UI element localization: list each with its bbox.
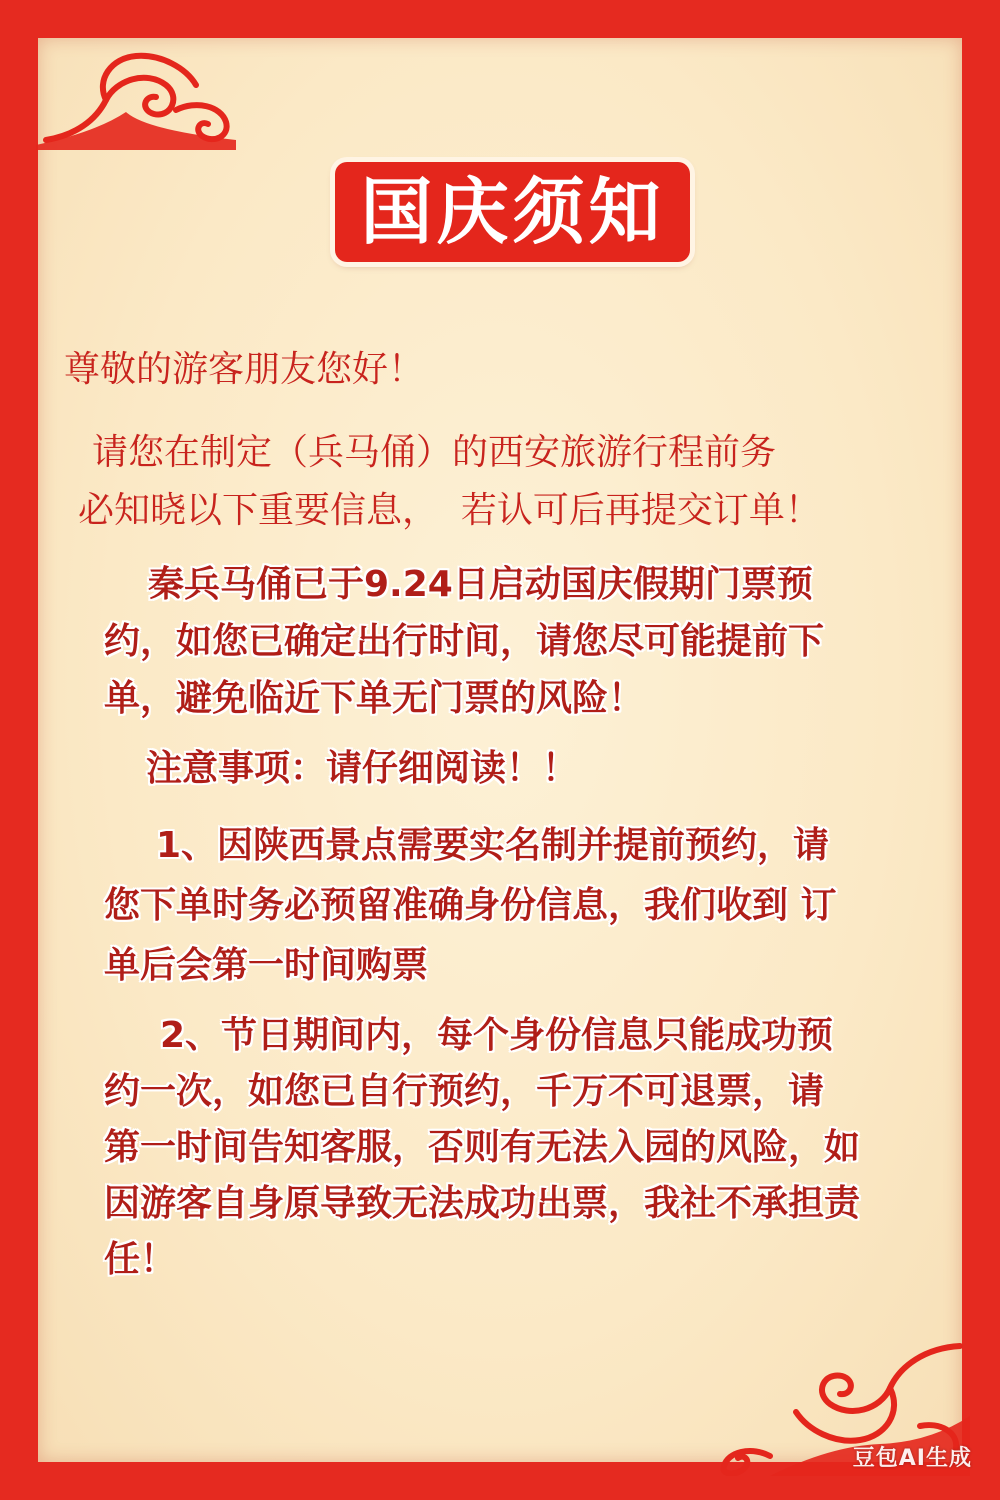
reservation-paragraph	[104, 556, 824, 727]
ai-watermark: 豆包AI生成	[852, 1446, 972, 1471]
intro-line: 必知晓以下重要信息， 若认可后再提交订单！	[78, 490, 821, 531]
paragraph-line: 单，避免临近下单无门票的风险！	[104, 678, 645, 719]
item-line: 约一次，如您已自行预约，千万不可退票，请	[104, 1071, 825, 1112]
item-line: 第一时间告知客服，否则有无法入园的风险，如	[104, 1127, 861, 1168]
paragraph-line: 秦兵马俑已于9.24日启动国庆假期门票预	[148, 564, 813, 605]
notice-heading: 注意事项：请仔细阅读！！	[146, 748, 579, 789]
intro-paragraph	[66, 424, 946, 540]
item-line: 2、节日期间内，每个身份信息只能成功预	[160, 1015, 834, 1056]
notice-item-2	[104, 1008, 860, 1288]
notice-item-1	[104, 816, 837, 996]
paragraph-line: 约，如您已确定出行时间，请您尽可能提前下	[104, 621, 825, 662]
item-line: 因游客自身原导致无法成功出票，我社不承担责	[104, 1183, 861, 1224]
item-line: 任！	[104, 1239, 177, 1280]
auspicious-cloud-icon	[36, 40, 236, 150]
item-line: 1、因陕西景点需要实名制并提前预约，请	[156, 825, 830, 866]
intro-line: 请您在制定（兵马俑）的西安旅游行程前务	[92, 432, 777, 473]
item-line: 单后会第一时间购票	[104, 945, 429, 986]
page-title: 国庆须知	[360, 170, 665, 254]
greeting: 尊敬的游客朋友您好！	[64, 349, 425, 390]
title-banner	[335, 162, 690, 262]
item-line: 您下单时务必预留准确身份信息，我们收到 订	[104, 885, 837, 926]
